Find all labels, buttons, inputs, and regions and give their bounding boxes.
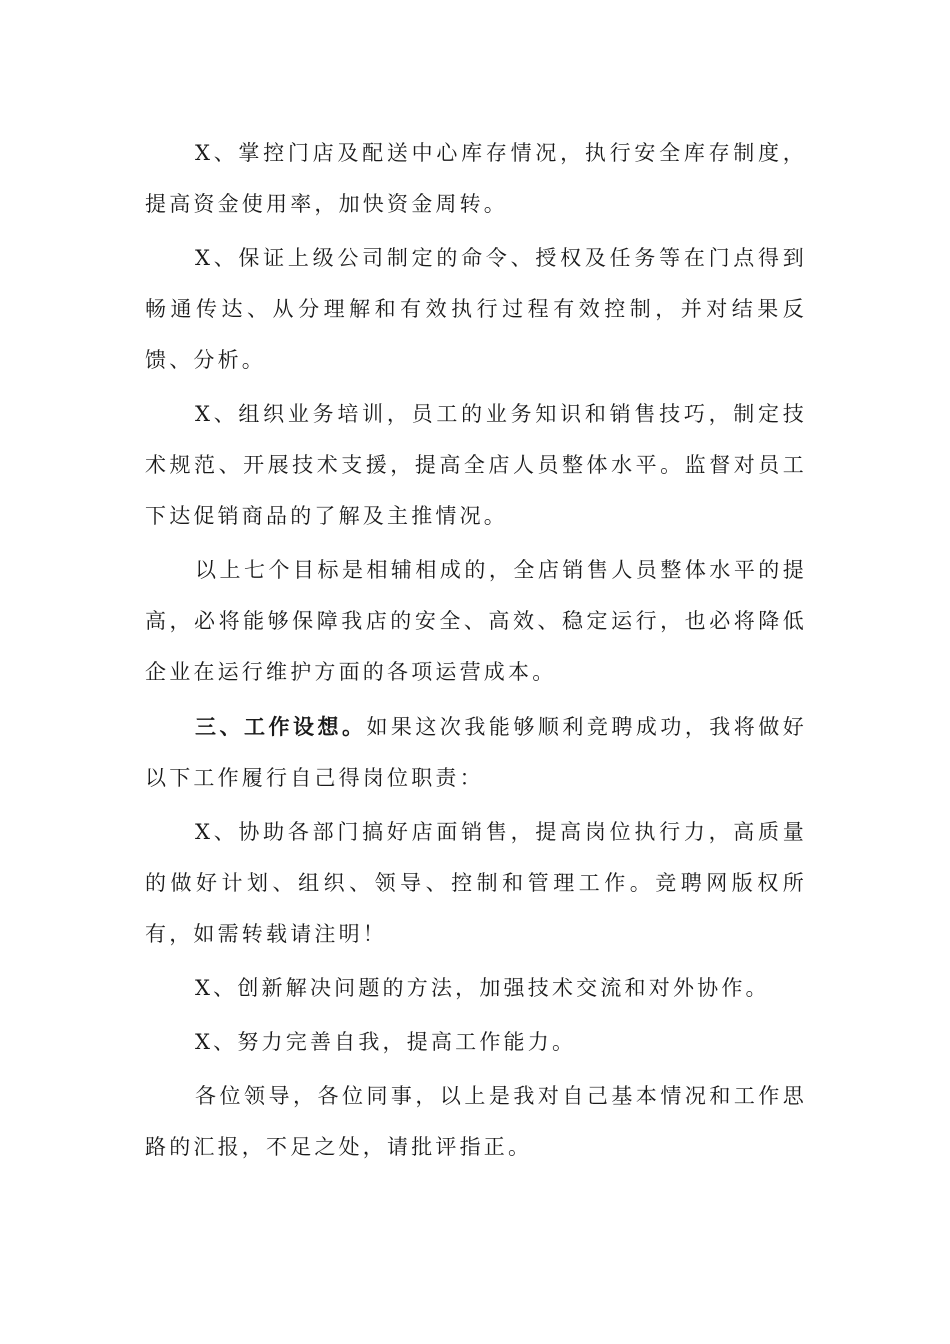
document-body — [145, 128, 807, 1176]
paragraph-text: X、掌控门店及配送中心库存情况，执行安全库存制度，提高资金使用率，加快资金周转。 — [145, 141, 807, 216]
paragraph-training — [145, 389, 807, 542]
paragraph-text: 如果这次我能够顺利竞聘成功，我将做好以下工作履行自己得岗位职责： — [145, 715, 807, 790]
paragraph-work-plan — [145, 701, 807, 804]
paragraph-text: X、保证上级公司制定的命令、授权及任务等在门点得到畅通传达、从分理解和有效执行过程有效控制，并对结果反馈、分析。 — [145, 246, 807, 372]
paragraph-text: 各位领导，各位同事，以上是我对自己基本情况和工作思路的汇报，不足之处，请批评指正。 — [145, 1084, 807, 1159]
paragraph-sales-support — [145, 807, 807, 960]
paragraph-closing — [145, 1071, 807, 1173]
paragraph-innovation — [145, 963, 807, 1014]
paragraph-text: X、协助各部门搞好店面销售，提高岗位执行力，高质量的做好计划、组织、领导、控制和管理工作。竞聘网版权所有，如需转载请注明！ — [145, 820, 807, 946]
paragraph-orders — [145, 233, 807, 386]
paragraph-text: 以上七个目标是相辅相成的，全店销售人员整体水平的提高，必将能够保障我店的安全、高效、稳定运行，也必将降低企业在运行维护方面的各项运营成本。 — [145, 558, 807, 684]
paragraph-text: X、创新解决问题的方法，加强技术交流和对外协作。 — [195, 976, 770, 1000]
paragraph-self-improvement — [145, 1017, 807, 1068]
paragraph-inventory — [145, 128, 807, 230]
section-heading: 三、工作设想。 — [195, 714, 367, 739]
paragraph-text: X、努力完善自我，提高工作能力。 — [195, 1030, 577, 1054]
paragraph-text: X、组织业务培训，员工的业务知识和销售技巧，制定技术规范、开展技术支援，提高全店人员整体水平。监督对员工下达促销商品的了解及主推情况。 — [145, 402, 807, 528]
paragraph-goals-summary — [145, 545, 807, 698]
